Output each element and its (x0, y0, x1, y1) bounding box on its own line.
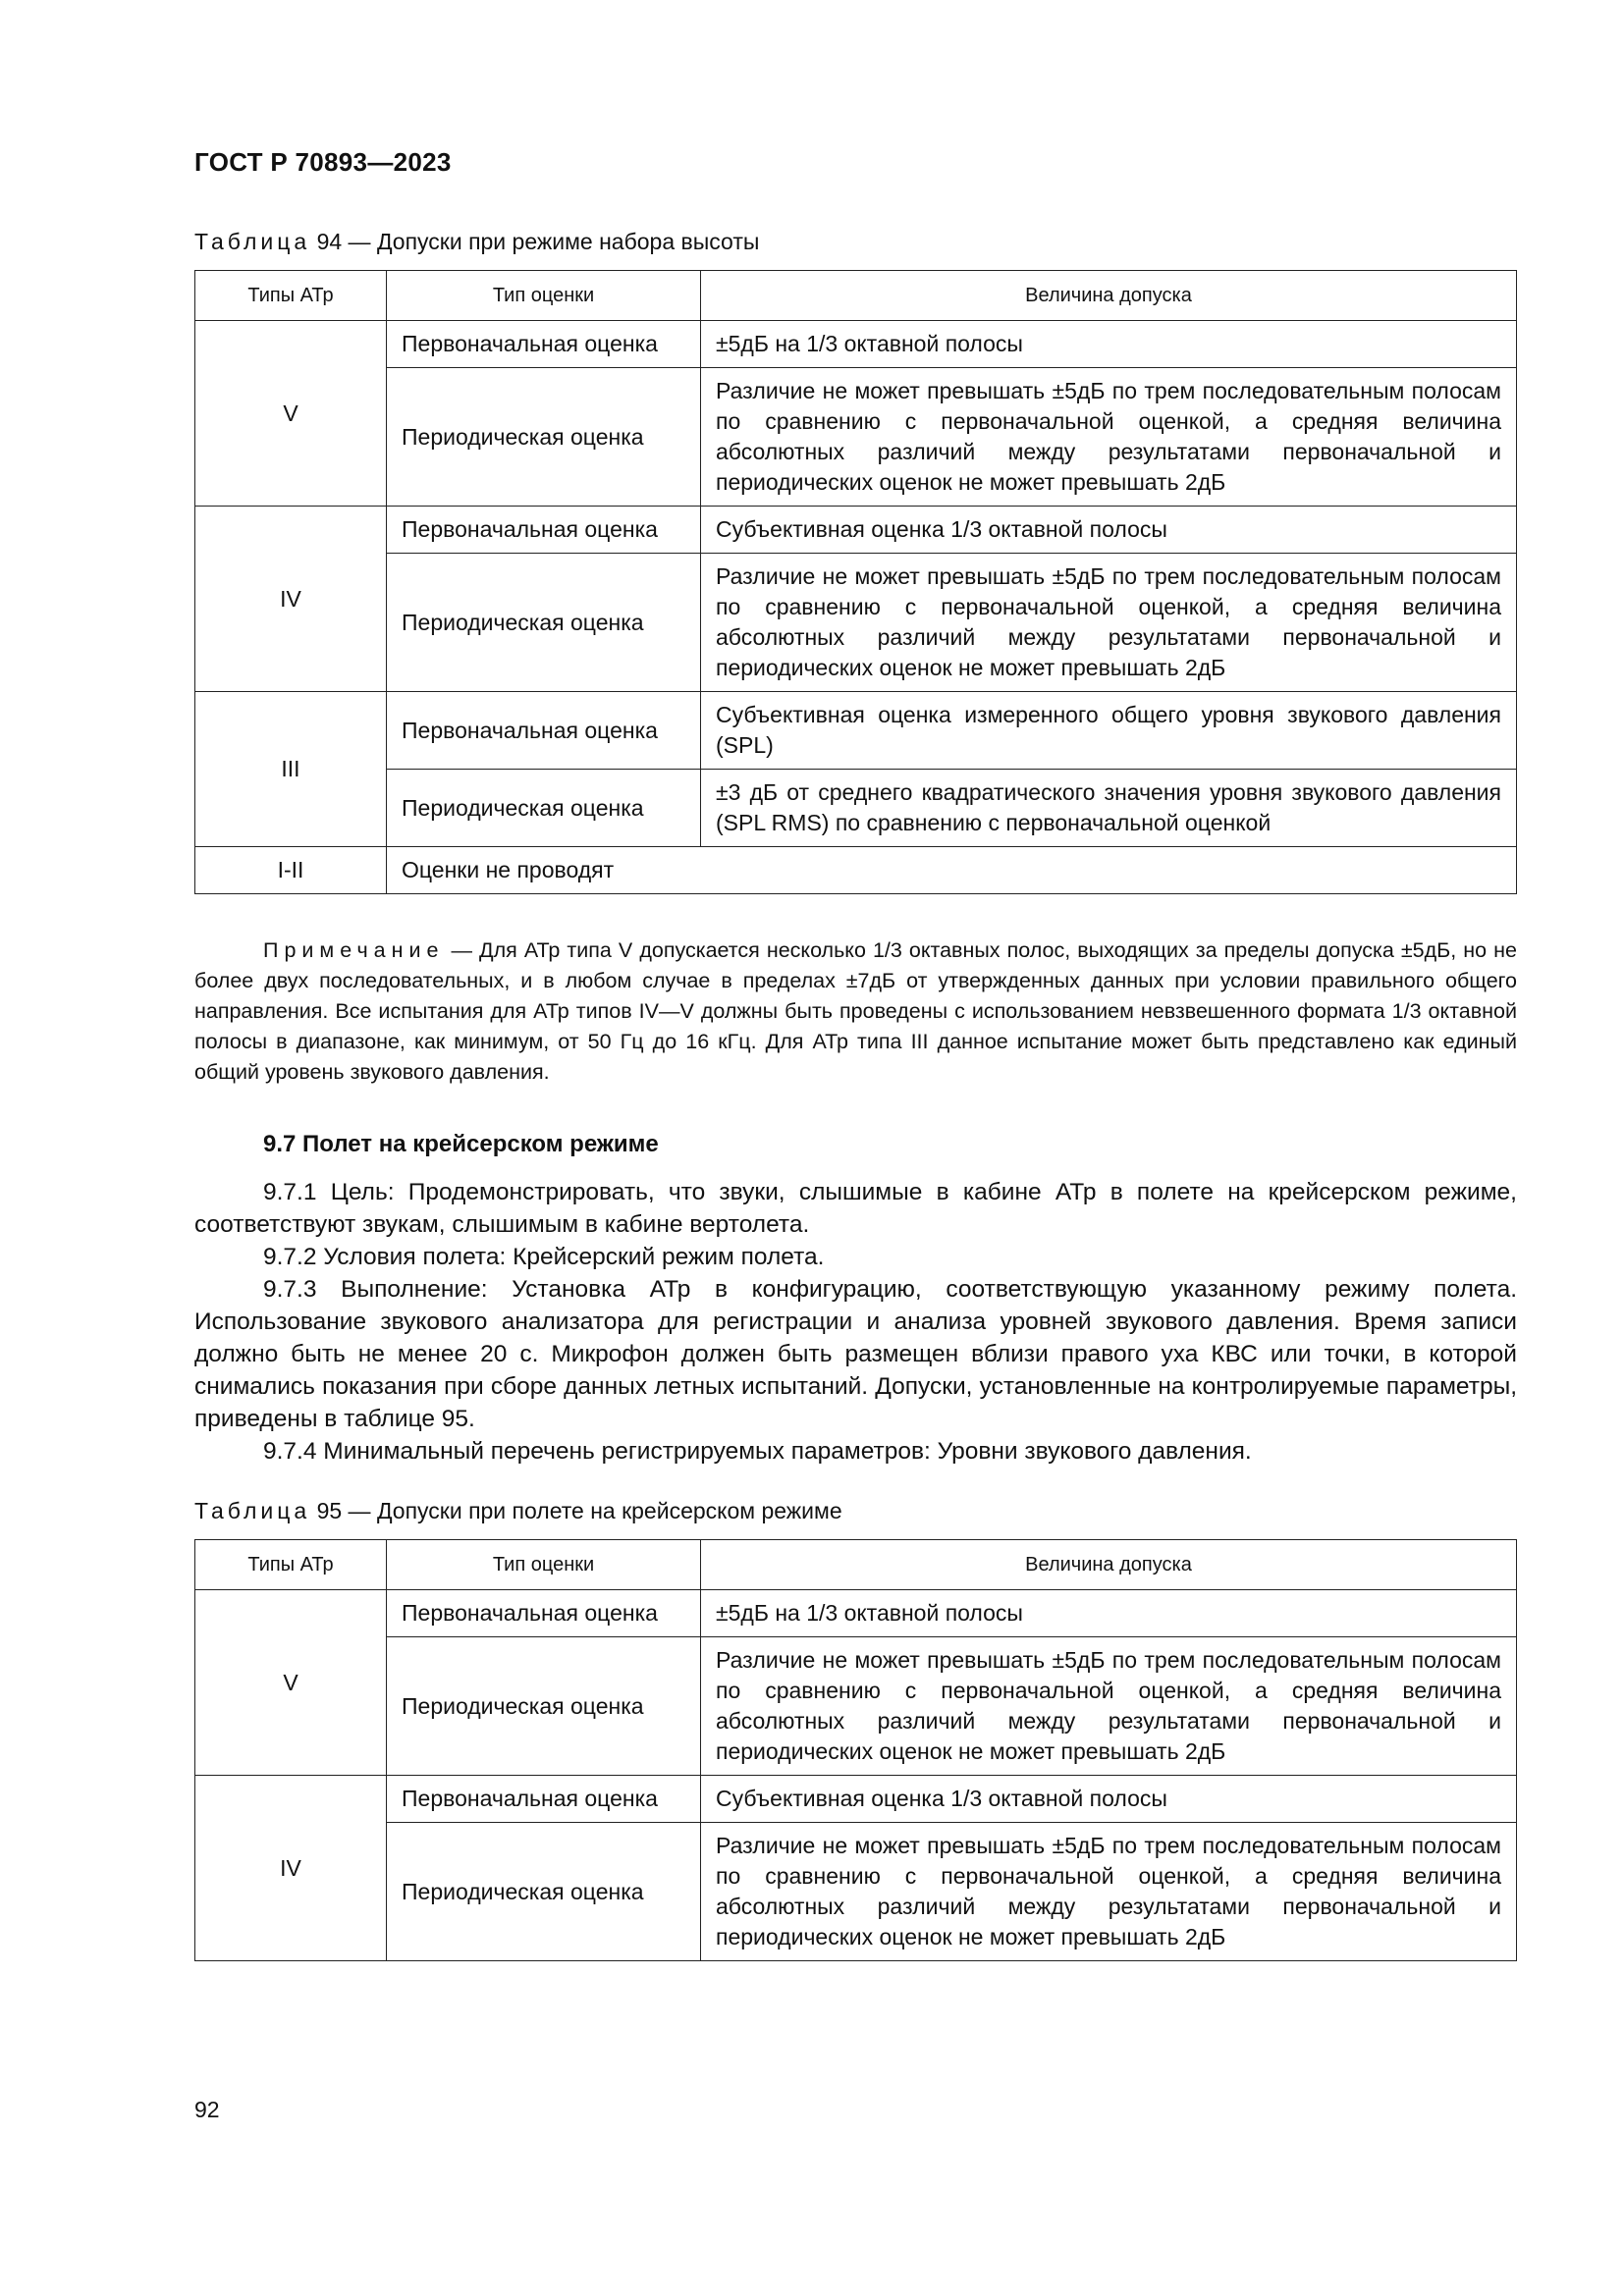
section-title: 9.7 Полет на крейсерском режиме (263, 1131, 659, 1157)
table-row (195, 368, 1517, 507)
paragraph: 9.7.2 Условия полета: Крейсерский режим полета. (263, 1244, 825, 1270)
paragraph: 9.7.3 Выполнение: Установка АТр в конфигурацию, соответствующую указанному режиму полета. Использование звукового анализатора для регистрации и анализа уровней звукового давления. Время записи должно быть не менее 20 с. Микрофон должен быть размещен вблизи правого уха КВС или точки, в которой снимались показания при сборе данных летных испытаний. Допуски, установленные на контролируемые параметры, приведены в таблице 95. (194, 1276, 1517, 1432)
kind-cell: Первоначальная оценка (387, 321, 701, 368)
table-94-caption (194, 229, 759, 255)
type-cell: III (195, 692, 387, 847)
value-cell: Различие не может превышать ±5дБ по трем последовательным полосам по сравнению с первоначальной оценкой, а средняя величина абсолютных различий между результатами первоначальной и периодических оценок не может превышать 2дБ (701, 1637, 1517, 1776)
column-header-value: Величина допуска (701, 1540, 1517, 1590)
column-header-kind: Тип оценки (387, 1540, 701, 1590)
table-row (195, 847, 1517, 894)
merged-cell: Оценки не проводят (387, 847, 1517, 894)
table-94 (194, 270, 1517, 894)
column-header-type: Типы АТр (195, 271, 387, 321)
note-label: Примечание (263, 938, 445, 962)
table-row (195, 1776, 1517, 1823)
table-row (195, 1637, 1517, 1776)
column-header-type: Типы АТр (195, 1540, 387, 1590)
paragraph: 9.7.4 Минимальный перечень регистрируемых параметров: Уровни звукового давления. (263, 1438, 1252, 1465)
section-body (194, 1176, 1517, 1468)
page-number: 92 (194, 2097, 220, 2122)
type-cell: V (195, 1590, 387, 1776)
value-cell: Субъективная оценка измеренного общего уровня звукового давления (SPL) (701, 692, 1517, 770)
kind-cell: Периодическая оценка (387, 1823, 701, 1961)
table-row (195, 770, 1517, 847)
table-row (195, 321, 1517, 368)
table-row (195, 507, 1517, 554)
value-cell: Различие не может превышать ±5дБ по трем последовательным полосам по сравнению с первоначальной оценкой, а средняя величина абсолютных различий между результатами первоначальной и периодических оценок не может превышать 2дБ (701, 1823, 1517, 1961)
table-header-row (195, 271, 1517, 321)
table-header-row (195, 1540, 1517, 1590)
note-text: — Для АТр типа V допускается несколько 1/3 октавных полос, выходящих за пределы допуска ±5дБ, но не более двух последовательных, и в любом случае в пределах ±7дБ от утвержденных данных при условии правильного общего направления. Все испытания для АТр типов IV—V должны быть проведены с использованием невзвешенного формата 1/3 октавной полосы в диапазоне, как минимум, от 50 Гц до 16 кГц. Для АТр типа III данное испытание может быть представлено как единый общий уровень звукового давления. (194, 938, 1517, 1084)
table-row (195, 1590, 1517, 1637)
kind-cell: Первоначальная оценка (387, 1590, 701, 1637)
kind-cell: Первоначальная оценка (387, 507, 701, 554)
document-header: ГОСТ Р 70893—2023 (194, 147, 452, 177)
paragraph: 9.7.1 Цель: Продемонстрировать, что звуки, слышимые в кабине АТр в полете на крейсерском режиме, соответствуют звукам, слышимым в кабине вертолета. (194, 1179, 1517, 1238)
caption-label: Таблица (194, 229, 311, 254)
caption-text: 94 — Допуски при режиме набора высоты (310, 229, 760, 254)
value-cell: Субъективная оценка 1/3 октавной полосы (701, 507, 1517, 554)
value-cell: Различие не может превышать ±5дБ по трем последовательным полосам по сравнению с первоначальной оценкой, а средняя величина абсолютных различий между результатами первоначальной и периодических оценок не может превышать 2дБ (701, 554, 1517, 692)
kind-cell: Периодическая оценка (387, 770, 701, 847)
table-94-note (194, 935, 1517, 1088)
column-header-value: Величина допуска (701, 271, 1517, 321)
type-cell: IV (195, 507, 387, 692)
kind-cell: Периодическая оценка (387, 368, 701, 507)
value-cell: ±3 дБ от среднего квадратического значения уровня звукового давления (SPL RMS) по сравнению с первоначальной оценкой (701, 770, 1517, 847)
type-cell: V (195, 321, 387, 507)
table-95 (194, 1539, 1517, 1961)
table-95-caption (194, 1498, 842, 1524)
column-header-kind: Тип оценки (387, 271, 701, 321)
kind-cell: Первоначальная оценка (387, 1776, 701, 1823)
caption-label: Таблица (194, 1498, 311, 1523)
table-row (195, 692, 1517, 770)
caption-text: 95 — Допуски при полете на крейсерском режиме (310, 1498, 842, 1523)
kind-cell: Периодическая оценка (387, 1637, 701, 1776)
value-cell: Различие не может превышать ±5дБ по трем последовательным полосам по сравнению с первоначальной оценкой, а средняя величина абсолютных различий между результатами первоначальной и периодических оценок не может превышать 2дБ (701, 368, 1517, 507)
table-row (195, 1823, 1517, 1961)
type-cell: IV (195, 1776, 387, 1961)
kind-cell: Первоначальная оценка (387, 692, 701, 770)
table-row (195, 554, 1517, 692)
value-cell: ±5дБ на 1/3 октавной полосы (701, 321, 1517, 368)
value-cell: Субъективная оценка 1/3 октавной полосы (701, 1776, 1517, 1823)
kind-cell: Периодическая оценка (387, 554, 701, 692)
value-cell: ±5дБ на 1/3 октавной полосы (701, 1590, 1517, 1637)
type-cell: I-II (195, 847, 387, 894)
